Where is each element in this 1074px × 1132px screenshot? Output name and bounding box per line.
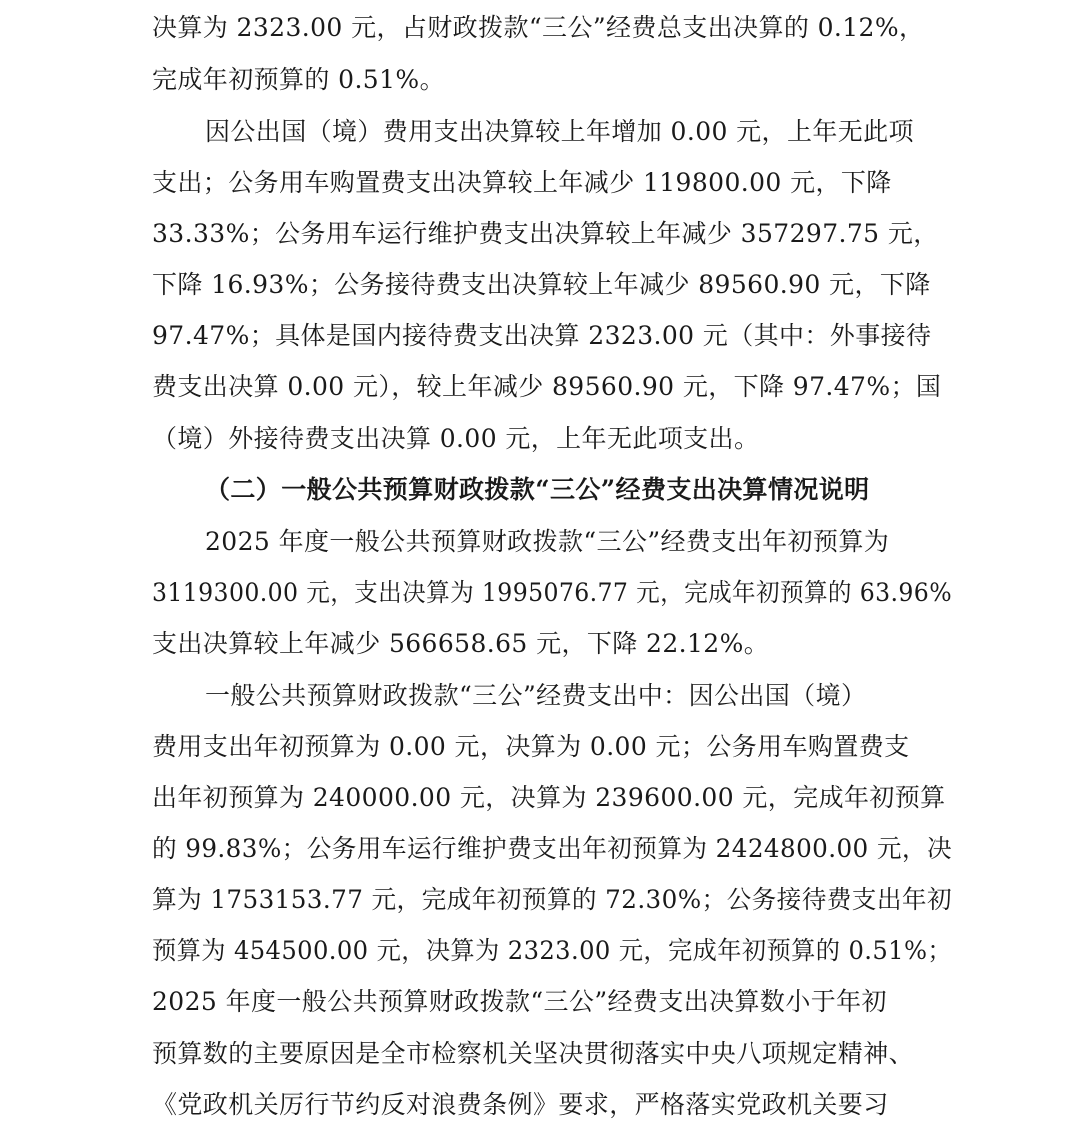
paragraph-line: 下降 16.93%；公务接待费支出决算较上年减少 89560.90 元，下降 — [152, 270, 931, 299]
paragraph-line: 费用支出年初预算为 0.00 元，决算为 0.00 元；公务用车购置费支 — [152, 732, 910, 761]
paragraph-line: 《党政机关厉行节约反对浪费条例》要求，严格落实党政机关要习 — [152, 1090, 889, 1119]
paragraph-line: 支出决算较上年减少 566658.65 元，下降 22.12%。 — [152, 629, 770, 658]
section-heading: （二）一般公共预算财政拨款“三公”经费支出决算情况说明 — [205, 475, 870, 504]
paragraph-line: 3119300.00 元，支出决算为 1995076.77 元，完成年初预算的 63.96% — [152, 578, 952, 607]
paragraph-line: 的 99.83%；公务用车运行维护费支出年初预算为 2424800.00 元，决 — [152, 834, 952, 863]
paragraph-line: 97.47%；具体是国内接待费支出决算 2323.00 元（其中：外事接待 — [152, 321, 932, 350]
paragraph-line: 2025 年度一般公共预算财政拨款“三公”经费支出决算数小于年初 — [152, 987, 887, 1016]
paragraph-line: 完成年初预算的 0.51%。 — [152, 65, 445, 94]
paragraph-line: 2025 年度一般公共预算财政拨款“三公”经费支出年初预算为 — [205, 527, 890, 556]
paragraph-line: 预算为 454500.00 元，决算为 2323.00 元，完成年初预算的 0.51%； — [152, 936, 952, 965]
paragraph-line: 出年初预算为 240000.00 元，决算为 239600.00 元，完成年初预算 — [152, 783, 946, 812]
paragraph-line: 算为 1753153.77 元，完成年初预算的 72.30%；公务接待费支出年初 — [152, 885, 952, 914]
paragraph-line: 33.33%；公务用车运行维护费支出决算较上年减少 357297.75 元， — [152, 219, 939, 248]
paragraph-line: 一般公共预算财政拨款“三公”经费支出中：因公出国（境） — [205, 681, 867, 710]
paragraph-line: 支出；公务用车购置费支出决算较上年减少 119800.00 元，下降 — [152, 168, 892, 197]
paragraph-line: （境）外接待费支出决算 0.00 元，上年无此项支出。 — [152, 424, 760, 453]
paragraph-line: 决算为 2323.00 元，占财政拨款“三公”经费总支出决算的 0.12%， — [152, 13, 925, 42]
paragraph-line: 因公出国（境）费用支出决算较上年增加 0.00 元，上年无此项 — [205, 117, 914, 146]
paragraph-line: 费支出决算 0.00 元），较上年减少 89560.90 元，下降 97.47%；国 — [152, 372, 942, 401]
paragraph-line: 预算数的主要原因是全市检察机关坚决贯彻落实中央八项规定精神、 — [152, 1039, 915, 1068]
